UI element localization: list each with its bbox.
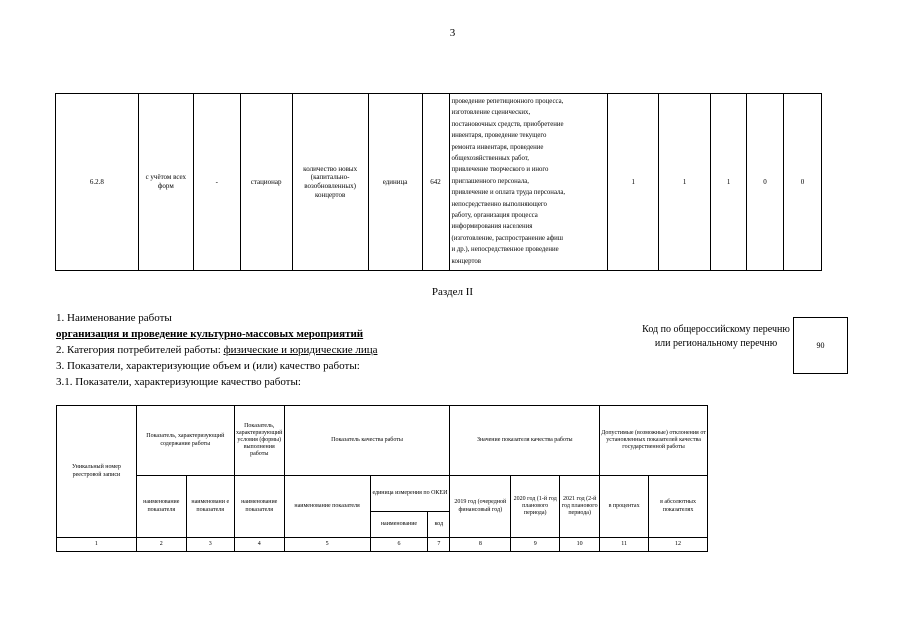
indicator-cell: количество новых (капитально-возобновленных) концертов	[292, 94, 368, 271]
column-number: 2	[136, 538, 186, 552]
header-name-3: наименование показателя	[234, 476, 284, 538]
column-number: 3	[186, 538, 234, 552]
record-id: 6.2.8	[56, 94, 139, 271]
header-condition: Показатель, характеризующий условия (формы) выполнения работы	[234, 406, 284, 476]
consumer-category-label: 2. Категория потребителей работы:	[56, 344, 224, 356]
column-number: 12	[649, 538, 708, 552]
header-quality-name: наименование показателя	[284, 476, 370, 538]
activity-line: привлечение творческого и иного	[451, 166, 549, 174]
activity-line: изготовление сценических,	[451, 109, 531, 117]
quality-table	[56, 405, 708, 552]
header-year-2020: 2020 год (1-й год планового периода)	[511, 476, 560, 538]
okei-cell: 642	[422, 94, 449, 271]
activity-line: непосредственно выполняющего	[451, 200, 547, 208]
activity-line: концертов	[451, 257, 481, 265]
activity-line: приглашенного персонала,	[451, 177, 529, 185]
condition-cell: стационар	[240, 94, 292, 271]
column-number: 6	[370, 538, 428, 552]
value-cell: 1	[711, 94, 747, 271]
column-number: 11	[600, 538, 649, 552]
header-okei-name: наименование	[370, 512, 428, 538]
consumer-category	[56, 344, 377, 356]
activity-line: привлечение и оплата труда персонала,	[451, 189, 566, 197]
work-name-value: организация и проведение культурно-массовых мероприятий	[56, 328, 364, 340]
section-title: Раздел II	[431, 286, 474, 298]
header-quality: Показатель качества работы	[284, 406, 450, 476]
registry-code-box	[793, 317, 848, 374]
registry-code-value: 90	[816, 341, 825, 350]
activities-cell	[449, 94, 608, 271]
activity-line: инвентаря, проведение текущего	[451, 132, 547, 140]
table-row	[57, 476, 708, 512]
header-okei: единица измерения по ОКЕИ	[370, 476, 450, 512]
column-number: 7	[428, 538, 450, 552]
table-row	[57, 406, 708, 476]
activity-line: (изготовление, распространение афиш	[451, 234, 563, 242]
header-deviation: Допустимые (возможные) отклонения от установленных показателей качества государственной работы	[600, 406, 708, 476]
column-number: 5	[284, 538, 370, 552]
activity-line: информирования населения	[451, 223, 533, 231]
column-number: 10	[560, 538, 600, 552]
work-name-label: 1. Наименование работы	[56, 312, 172, 324]
registry-code-label: Код по общероссийскому перечню или региональному перечню	[642, 324, 790, 349]
column-number: 9	[511, 538, 560, 552]
activity-line: ремонта инвентаря, проведение	[451, 143, 544, 151]
header-unique-number: Уникальный номер реестровой записи	[57, 406, 137, 538]
activity-line: и др.), непосредственное проведение	[451, 246, 559, 254]
header-year-2019: 2019 год (очередной финансовый год)	[450, 476, 511, 538]
quality-indicators-heading: 3.1. Показатели, характеризующие качество работы:	[56, 376, 301, 388]
consumer-category-value: физические и юридические лица	[223, 344, 378, 356]
dash-cell: -	[193, 94, 240, 271]
header-name-2: наименовани е показателя	[186, 476, 234, 538]
header-name-1: наименование показателя	[136, 476, 186, 538]
column-number: 4	[234, 538, 284, 552]
column-number: 8	[450, 538, 511, 552]
header-okei-code: код	[428, 512, 450, 538]
header-value: Значение показателя качества работы	[450, 406, 600, 476]
header-content: Показатель, характеризующий содержание работы	[136, 406, 234, 476]
header-year-2021: 2021 год (2-й год планового периода)	[560, 476, 600, 538]
activity-table	[55, 93, 822, 271]
column-number: 1	[57, 538, 137, 552]
page-number: 3	[449, 27, 456, 39]
content-cell: с учётом всех форм	[138, 94, 193, 271]
activity-line: общехозяйственных работ,	[451, 155, 529, 163]
value-cell: 1	[659, 94, 711, 271]
activity-line: работу, организация процесса	[451, 212, 538, 220]
value-cell: 0	[747, 94, 784, 271]
value-cell: 1	[608, 94, 659, 271]
value-cell: 0	[783, 94, 821, 271]
activity-line: постановочных средств, приобретение	[451, 120, 564, 128]
indicators-heading: 3. Показатели, характеризующие объем и (или) качество работы:	[56, 360, 360, 372]
activity-line: проведение репетиционного процесса,	[451, 98, 564, 105]
header-absolute: в абсолютных показателях	[649, 476, 708, 538]
unit-cell: единица	[368, 94, 422, 271]
header-percent: в процентах	[600, 476, 649, 538]
table-row	[57, 538, 708, 552]
table-row	[56, 94, 822, 271]
